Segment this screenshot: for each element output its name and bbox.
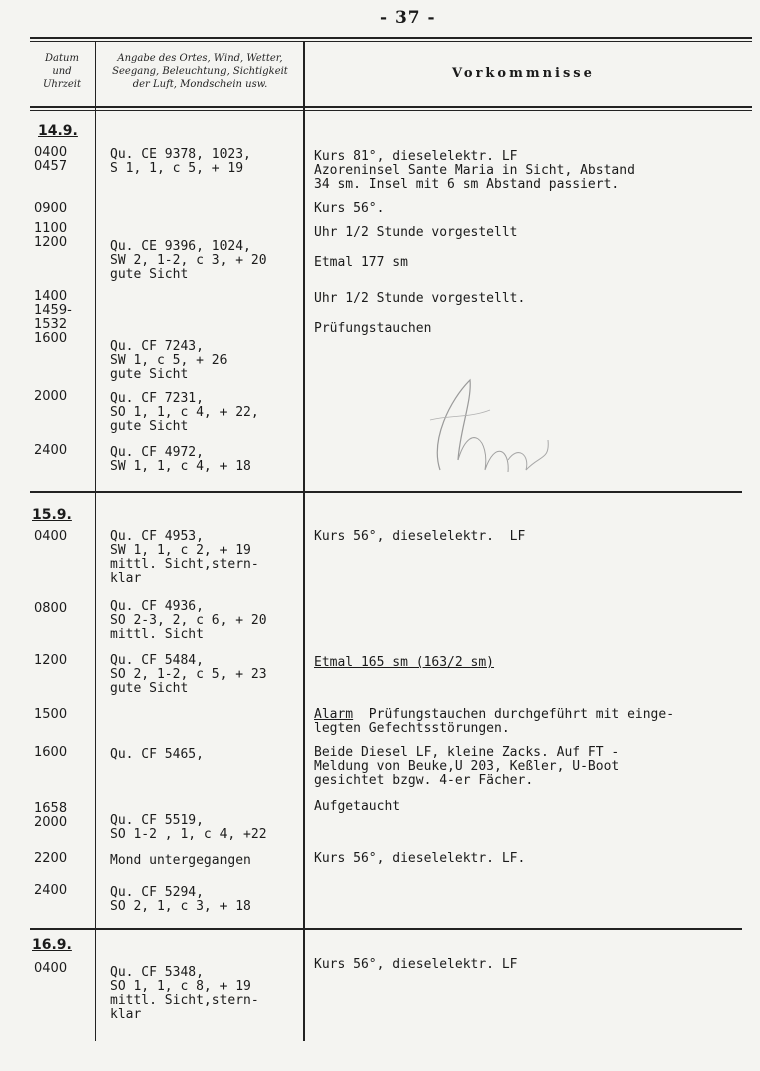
top-rule-thin <box>30 41 752 42</box>
event-entry: Uhr 1/2 Stunde vorgestellt. <box>314 291 526 306</box>
position-weather-entry: Qu. CF 7231, SO 1, 1, c 4, + 22, gute Sicht <box>110 391 259 434</box>
time-entry: 1600 <box>34 745 68 760</box>
position-weather-entry: Qu. CF 4972, SW 1, 1, c 4, + 18 <box>110 445 251 474</box>
event-entry: Uhr 1/2 Stunde vorgestellt <box>314 225 518 240</box>
day-separator-rule <box>30 491 742 493</box>
pencil-signature-scrawl <box>400 360 580 480</box>
position-weather-entry: Mond untergegangen <box>110 853 251 868</box>
time-entry: 2200 <box>34 851 68 866</box>
event-entry: Kurs 56°, dieselelektr. LF <box>314 957 518 972</box>
alarm-label: Alarm <box>314 707 354 722</box>
position-weather-entry: Qu. CF 4953, SW 1, 1, c 2, + 19 mittl. Sicht,stern- klar <box>110 529 259 586</box>
time-entry: 0800 <box>34 601 68 616</box>
position-weather-entry: Qu. CF 7243, SW 1, c 5, + 26 gute Sicht <box>110 339 228 382</box>
event-entry: Etmal 177 sm <box>314 255 408 270</box>
position-weather-entry: Qu. CE 9378, 1023, S 1, 1, c 5, + 19 <box>110 147 251 176</box>
event-entry: Prüfungstauchen <box>314 321 432 336</box>
time-entry: 2400 <box>34 883 68 898</box>
time-entry: 1500 <box>34 707 68 722</box>
column-divider-1 <box>95 41 96 1041</box>
time-entry: 1400 1459- 1532 1600 <box>34 289 72 346</box>
header-rule <box>30 106 752 108</box>
date-label: 14.9. <box>38 123 78 139</box>
time-entry: 2400 <box>34 443 68 458</box>
time-entry: 1658 2000 <box>34 801 68 830</box>
time-entry: 1100 1200 <box>34 221 68 250</box>
position-weather-entry: Qu. CE 9396, 1024, SW 2, 1-2, c 3, + 20 gute Sicht <box>110 239 267 282</box>
event-entry: Aufgetaucht <box>314 799 401 814</box>
alarm-text: Prüfungstauchen durchgeführt mit einge- legten Gefechtsstörungen. <box>314 707 675 736</box>
event-entry: Beide Diesel LF, kleine Zacks. Auf FT - Meldung von Beuke,U 203, Keßler, U-Boot gesichtet bzgw. 4-er Fächer. <box>314 745 620 788</box>
header-location-weather: Angabe des Ortes, Wind, Wetter, Seegang, Beleuchtung, Sichtigkeit der Luft, Mondschein usw. <box>112 53 288 90</box>
day-separator-rule <box>30 928 742 930</box>
position-weather-entry: Qu. CF 5294, SO 2, 1, c 3, + 18 <box>110 885 251 914</box>
page-number: - 37 - <box>380 8 436 28</box>
event-entry: Kurs 81°, dieselelektr. LF Azoreninsel Sante Maria in Sicht, Abstand 34 sm. Insel mit 6 sm Abstand passiert. <box>314 149 635 192</box>
top-rule <box>30 37 752 39</box>
event-entry: Kurs 56°, dieselelektr. LF. <box>314 851 526 866</box>
position-weather-entry: Qu. CF 5519, SO 1-2 , 1, c 4, +22 <box>110 813 267 842</box>
time-entry: 1200 <box>34 653 68 668</box>
header-events: Vorkommnisse <box>452 66 595 81</box>
time-entry: 0900 <box>34 201 68 216</box>
time-entry: 2000 <box>34 389 68 404</box>
position-weather-entry: Qu. CF 5484, SO 2, 1-2, c 5, + 23 gute Sicht <box>110 653 267 696</box>
header-date-time: Datum und Uhrzeit <box>42 53 82 90</box>
time-entry: 0400 <box>34 529 68 544</box>
header-rule-thin <box>30 110 752 111</box>
position-weather-entry: Qu. CF 5465, <box>110 747 204 762</box>
position-weather-entry: Qu. CF 4936, SO 2-3, 2, c 6, + 20 mittl. Sicht <box>110 599 267 642</box>
event-entry <box>314 708 674 736</box>
date-label: 15.9. <box>32 507 72 523</box>
date-label: 16.9. <box>32 937 72 953</box>
time-entry: 0400 <box>34 961 68 976</box>
time-entry: 0400 0457 <box>34 145 68 174</box>
event-entry: Kurs 56°, dieselelektr. LF <box>314 529 526 544</box>
event-entry: Kurs 56°. <box>314 201 385 216</box>
event-entry: Etmal 165 sm (163/2 sm) <box>314 655 495 670</box>
column-divider-2 <box>303 41 305 1041</box>
position-weather-entry: Qu. CF 5348, SO 1, 1, c 8, + 19 mittl. Sicht,stern- klar <box>110 965 259 1022</box>
